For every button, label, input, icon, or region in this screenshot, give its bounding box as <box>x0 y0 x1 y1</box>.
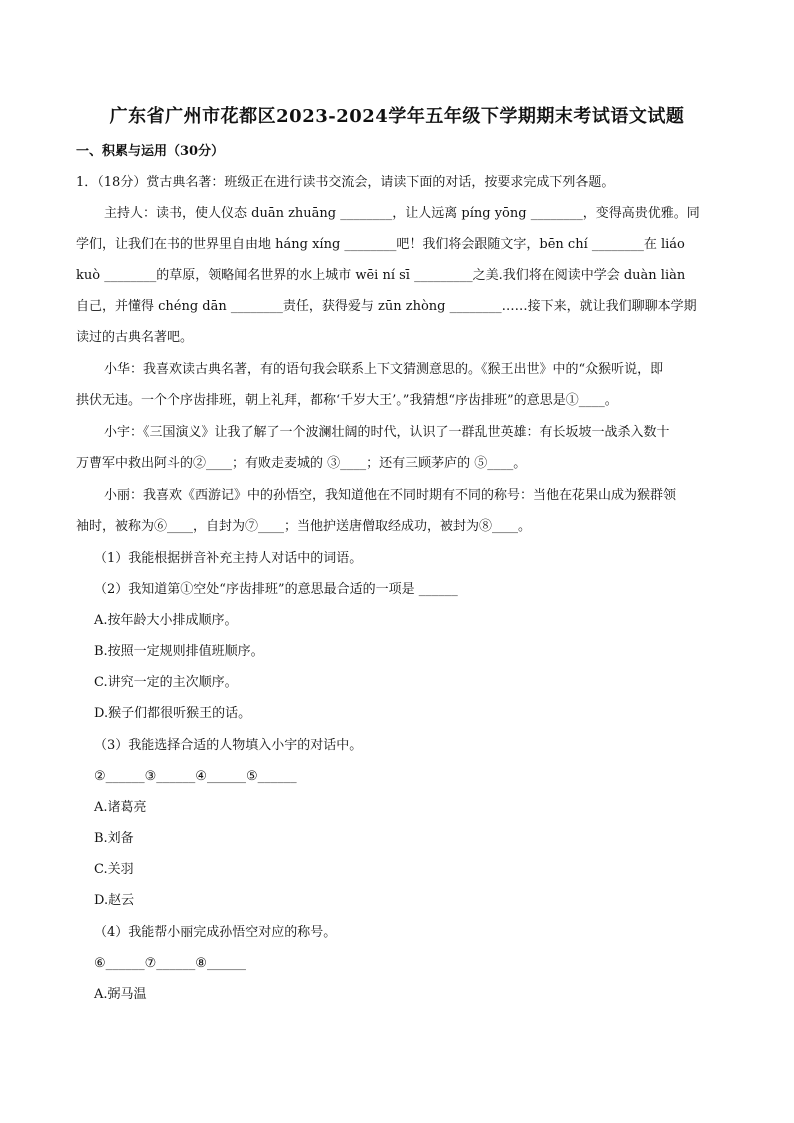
option-d: D.赵云 <box>94 893 135 908</box>
answer-blanks-3: ②______③______④______⑤______ <box>94 769 297 784</box>
option-b: B.刘备 <box>94 831 134 846</box>
subquestion-4: （4）我能帮小丽完成孙悟空对应的称号。 <box>94 925 337 940</box>
option-a: A.弼马温 <box>94 987 147 1002</box>
subquestion-3: （3）我能选择合适的人物填入小宇的对话中。 <box>94 738 363 753</box>
subquestion-1: （1）我能根据拼音补充主持人对话中的词语。 <box>94 551 363 566</box>
answer-blanks-4: ⑥______⑦______⑧______ <box>94 956 246 971</box>
xiaoli-line-2: 袖时，被称为⑥____，自封为⑦____；当他护送唐僧取经成功，被封为⑧____。 <box>76 519 532 534</box>
xiaoli-line-1: 小丽：我喜欢《西游记》中的孙悟空，我知道他在不同时期有不同的称号：当他在花果山成为猴群领 <box>104 488 677 503</box>
page-title: 广东省广州市花都区2023-2024学年五年级下学期期末考试语文试题 <box>109 106 685 127</box>
section-heading: 一、积累与运用（30分） <box>76 144 225 159</box>
xiaoyu-line-2: 万曹军中救出阿斗的②____；有败走麦城的 ③____；还有三顾茅庐的 ⑤____。 <box>76 456 527 471</box>
question-1-stem: 1．（18分）赏古典名著：班级正在进行读书交流会，请读下面的对话，按要求完成下列各题。 <box>76 175 615 190</box>
option-d: D.猴子们都很听猴王的话。 <box>94 706 252 721</box>
subquestion-2: （2）我知道第①空处“序齿排班”的意思最合适的一项是 ______ <box>94 582 458 597</box>
host-line-1: 主持人：读书，使人仪态 duān zhuāng ________，让人远离 píng yōng ________，变得高贵优雅。同 <box>104 206 700 221</box>
xiaohua-line-1: 小华：我喜欢读古典名著，有的语句我会联系上下文猜测意思的。《猴王出世》中的“众猴听说，即 <box>104 362 664 377</box>
option-a: A.诸葛亮 <box>94 800 147 815</box>
host-line-5: 读过的古典名著吧。 <box>76 330 194 345</box>
host-line-2: 学们，让我们在书的世界里自由地 háng xíng ________吧！我们将会跟随文字，bēn chí ________在 liáo <box>76 237 685 252</box>
option-c: C.关羽 <box>94 862 134 877</box>
option-a: A.按年龄大小排成顺序。 <box>94 613 238 628</box>
xiaohua-line-2: 拱伏无违。一个个序齿排班，朝上礼拜，都称‘千岁大王’。”我猜想“序齿排班”的意思是①____。 <box>76 393 618 408</box>
host-line-3: kuò ________的草原，领略闻名世界的水上城市 wēi ní sī _________之美.我们将在阅读中学会 duàn liàn <box>76 268 686 283</box>
option-c: C.讲究一定的主次顺序。 <box>94 675 238 690</box>
host-line-4: 自己，并懂得 chéng dān ________责任，获得爱与 zūn zhòng ________……接下来，就让我们聊聊本学期 <box>76 299 697 314</box>
xiaoyu-line-1: 小宇：《三国演义》让我了解了一个波澜壮阔的时代，认识了一群乱世英雄：有长坂坡一战杀入数十 <box>104 425 670 440</box>
option-b: B.按照一定规则排值班顺序。 <box>94 644 264 659</box>
